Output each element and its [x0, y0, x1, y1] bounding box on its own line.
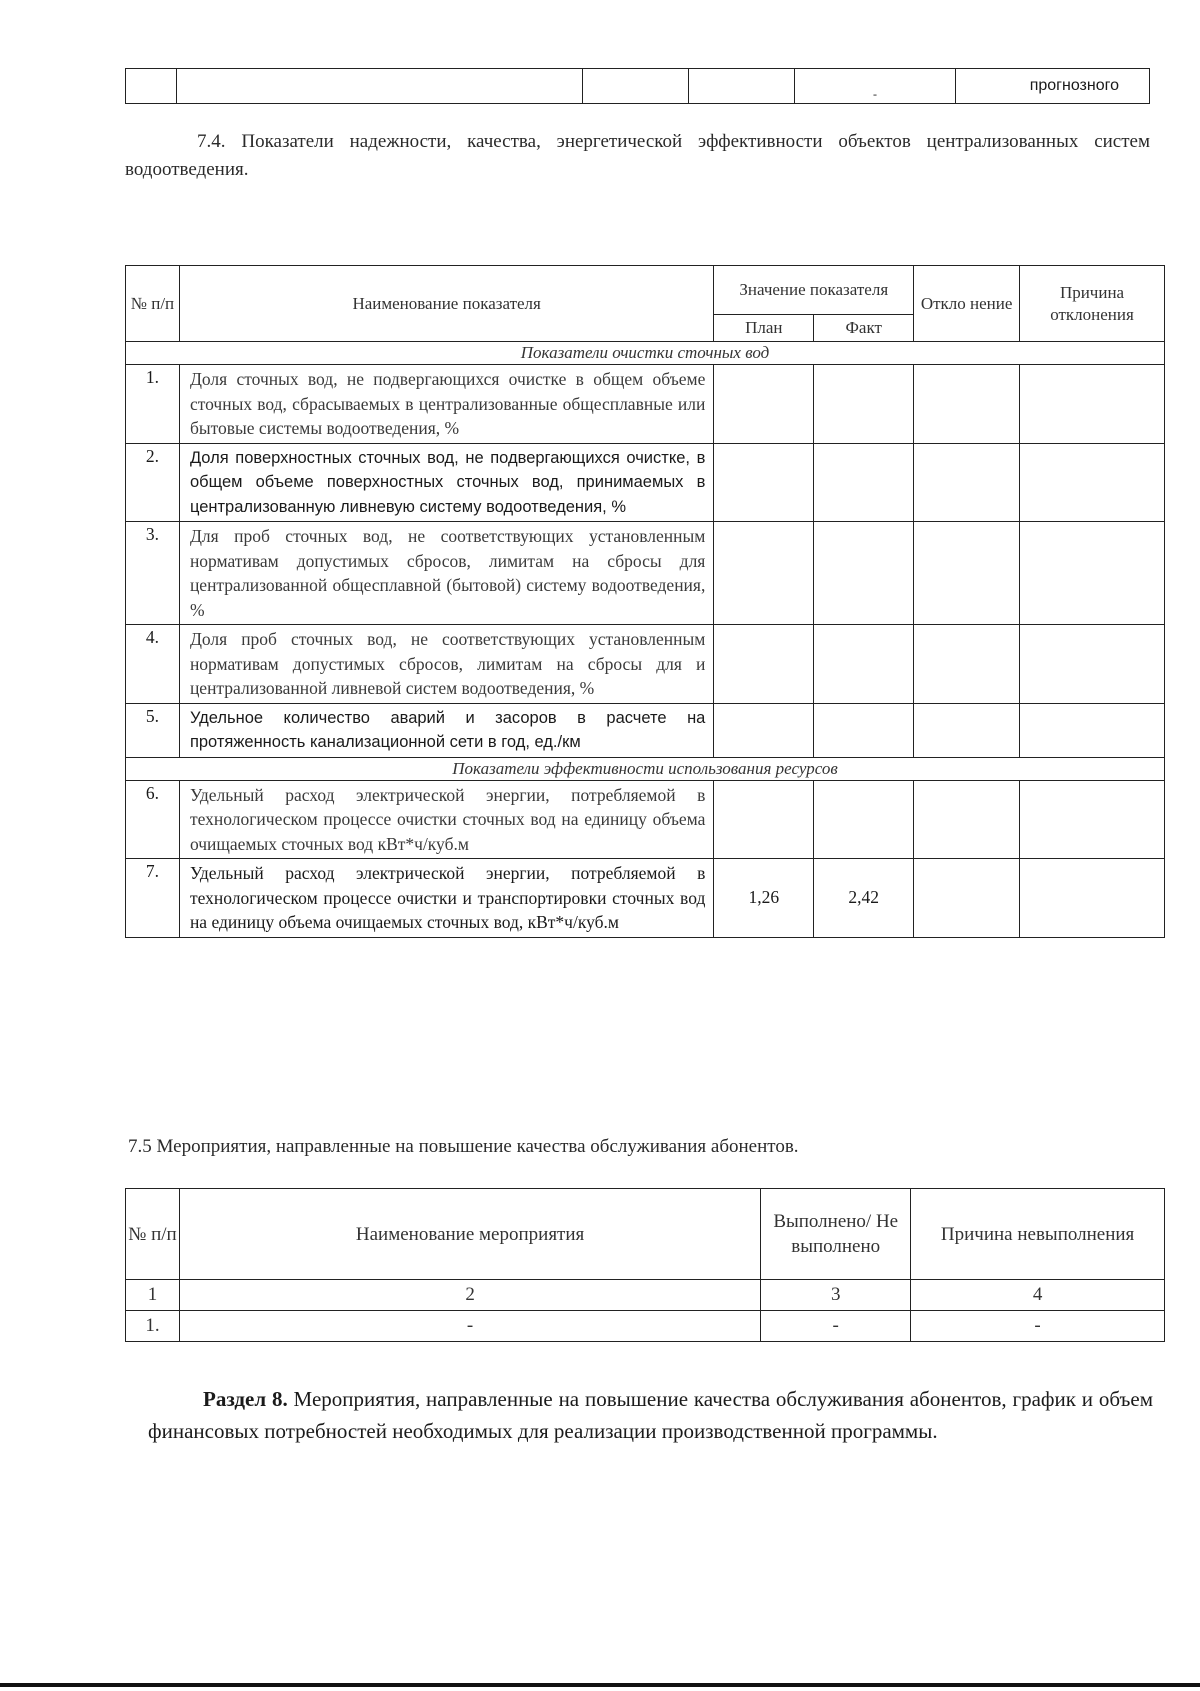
table-row — [126, 625, 1165, 704]
measures-header-num: № п/п — [126, 1189, 180, 1280]
row-plan — [714, 365, 814, 444]
row-reason — [1020, 365, 1165, 444]
row-reason — [1020, 522, 1165, 625]
prev-cell-forecast: прогнозного — [956, 69, 1150, 104]
header-num: № п/п — [126, 266, 180, 342]
row-plan — [714, 443, 814, 522]
prev-cell-2 — [177, 69, 583, 104]
row-num: 3. — [126, 522, 180, 625]
row-deviation — [914, 780, 1020, 859]
header-value: Значение показателя — [714, 266, 914, 315]
page-bottom-rule — [0, 1683, 1200, 1687]
table-row — [126, 522, 1165, 625]
row-plan — [714, 780, 814, 859]
row-fact — [814, 703, 914, 757]
row-fact — [814, 365, 914, 444]
header-fact: Факт — [814, 315, 914, 342]
index-cell: 1 — [126, 1280, 180, 1311]
row-fact — [814, 780, 914, 859]
prev-dash: - — [873, 87, 877, 101]
table-row — [126, 703, 1165, 757]
table-row — [126, 780, 1165, 859]
row-name: Удельный расход электрической энергии, потребляемой в технологическом процессе очистки и транспортировки сточных вод на единицу объема очищаемых сточных вод, кВт*ч/куб.м — [179, 859, 713, 938]
row-fact — [814, 522, 914, 625]
row-fact — [814, 625, 914, 704]
row-reason — [1020, 443, 1165, 522]
table-row — [126, 1311, 1165, 1342]
column-index-row — [126, 1280, 1165, 1311]
row-name: Удельный расход электрической энергии, потребляемой в технологическом процессе очистки сточных вод на единицу объема очищаемых сточных вод кВт*ч/куб.м — [179, 780, 713, 859]
measures-header-name: Наименование мероприятия — [179, 1189, 760, 1280]
measure-name: - — [179, 1311, 760, 1342]
prev-cell-4 — [689, 69, 795, 104]
measure-reason: - — [911, 1311, 1165, 1342]
row-name: Доля сточных вод, не подвергающихся очистке в общем объеме сточных вод, сбрасываемых в централизованные общесплавные или бытовые системы водоотведения, % — [179, 365, 713, 444]
table-row — [126, 365, 1165, 444]
index-cell: 3 — [761, 1280, 911, 1311]
row-deviation — [914, 859, 1020, 938]
index-cell: 4 — [911, 1280, 1165, 1311]
row-deviation — [914, 625, 1020, 704]
table-row — [126, 859, 1165, 938]
header-reason: Причина отклонения — [1020, 266, 1165, 342]
prev-cell-3 — [583, 69, 689, 104]
row-deviation — [914, 365, 1020, 444]
row-deviation — [914, 443, 1020, 522]
section-8-paragraph — [148, 1383, 1153, 1447]
row-name: Доля проб сточных вод, не соответствующих установленным нормативам допустимых сбросов, лимитам на сбросы для и централизованной ливневой систем водоотведения, % — [179, 625, 713, 704]
row-deviation — [914, 703, 1020, 757]
row-plan — [714, 703, 814, 757]
measure-done: - — [761, 1311, 911, 1342]
row-plan — [714, 522, 814, 625]
prev-cell-1 — [126, 69, 177, 104]
measure-num: 1. — [126, 1311, 180, 1342]
section-7-5-heading: 7.5 Мероприятия, направленные на повышение качества обслуживания абонентов. — [128, 1136, 799, 1157]
section-8-label: Раздел 8. — [203, 1387, 288, 1411]
row-num: 6. — [126, 780, 180, 859]
row-reason — [1020, 859, 1165, 938]
section-7-4-heading: 7.4. Показатели надежности, качества, энергетической эффективности объектов централизованных систем водоотведения. — [125, 131, 1150, 180]
row-num: 1. — [126, 365, 180, 444]
row-fact: 2,42 — [814, 859, 914, 938]
table-row — [126, 443, 1165, 522]
group-title: Показатели очистки сточных вод — [126, 342, 1165, 365]
row-num: 5. — [126, 703, 180, 757]
measures-header-reason: Причина невыполнения — [911, 1189, 1165, 1280]
header-name: Наименование показателя — [179, 266, 713, 342]
row-name: Удельное количество аварий и засоров в расчете на протяженность канализационной сети в год, ед./км — [179, 703, 713, 757]
header-plan: План — [714, 315, 814, 342]
measures-table — [125, 1188, 1165, 1342]
row-reason — [1020, 625, 1165, 704]
row-num: 7. — [126, 859, 180, 938]
row-num: 2. — [126, 443, 180, 522]
row-name: Для проб сточных вод, не соответствующих установленным нормативам допустимых сбросов, лимитам на сбросы для централизованной общесплавной (бытовой) систему водоотведения, % — [179, 522, 713, 625]
group-title: Показатели эффективности использования ресурсов — [126, 757, 1165, 780]
indicators-table — [125, 265, 1165, 938]
row-deviation — [914, 522, 1020, 625]
section-8-text: Мероприятия, направленные на повышение качества обслуживания абонентов, график и объем финансовых потребностей необходимых для реализации производственной программы. — [148, 1387, 1153, 1443]
row-reason — [1020, 780, 1165, 859]
row-name: Доля поверхностных сточных вод, не подвергающихся очистке, в общем объеме поверхностных сточных вод, принимаемых в централизованную ливневую систему водоотведения, % — [179, 443, 713, 522]
index-cell: 2 — [179, 1280, 760, 1311]
row-plan: 1,26 — [714, 859, 814, 938]
previous-table-fragment — [125, 68, 1150, 104]
measures-header-done: Выполнено/ Не выполнено — [761, 1189, 911, 1280]
row-fact — [814, 443, 914, 522]
header-deviation: Откло нение — [914, 266, 1020, 342]
prev-cell-5 — [795, 69, 956, 104]
row-num: 4. — [126, 625, 180, 704]
row-reason — [1020, 703, 1165, 757]
row-plan — [714, 625, 814, 704]
